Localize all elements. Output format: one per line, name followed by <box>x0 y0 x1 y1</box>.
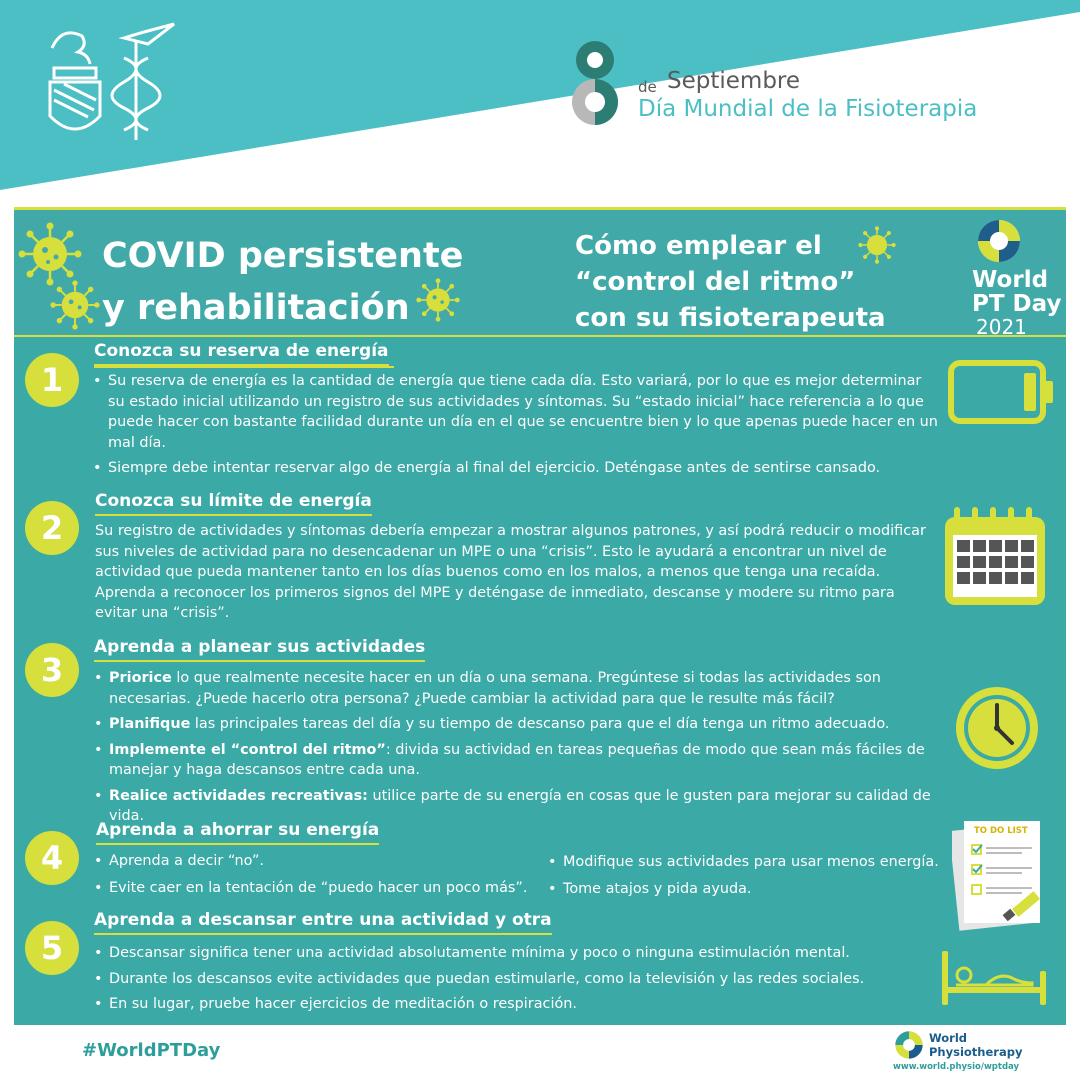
eight-number-logo <box>565 38 625 128</box>
clock-icon <box>952 683 1042 773</box>
section-number: 3 <box>25 643 79 697</box>
section-body: Su registro de actividades y síntomas debería empezar a mostrar algunos patrones, y así podrá reducir o modificar sus niveles de actividad para no desencadenar un MPE o una “crisis”. Esto le ayudará a encontrar un nivel de actividad que pueda mantener tanto en los días buenos como en los malos, a menos que tenga una recaída. Aprenda a reconocer los primeros signos del MPE y deténgase de inmediato, descanse y modere su ritmo para evitar una “crisis”. <box>95 523 926 621</box>
hashtag: #WorldPTDay <box>82 1040 221 1061</box>
date-prefix: de <box>638 78 657 96</box>
banner <box>14 207 1066 337</box>
date-day-name: Día Mundial de la Fisioterapia <box>638 96 978 122</box>
section-title: Aprenda a ahorrar su energía <box>96 820 379 845</box>
calendar-icon <box>942 505 1050 609</box>
date-month: Septiembre <box>667 68 801 94</box>
main-panel <box>14 207 1066 1025</box>
section-underline <box>94 366 394 368</box>
virus-icon <box>50 280 100 330</box>
footer-url[interactable]: www.world.physio/wptday <box>893 1062 1020 1072</box>
section-body-right: • Modifique sus actividades para usar menos energía. • Tome atajos y pida ayuda. <box>548 854 939 897</box>
banner-subtitle: Cómo emplear el “control del ritmo” con su fisioterapeuta <box>575 231 886 333</box>
world-pt-day-emblem-icon <box>976 218 1022 264</box>
world-pt-day-logo: World PT Day 2021 <box>972 218 1062 338</box>
section-number: 1 <box>25 353 79 407</box>
world-physiotherapy-emblem-icon <box>894 1030 924 1060</box>
section-title: Conozca su límite de energía <box>95 491 372 516</box>
todo-list-icon <box>952 815 1052 933</box>
virus-icon <box>18 222 82 286</box>
section-number: 5 <box>25 921 79 975</box>
section-body: • Su reserva de energía es la cantidad de energía que tiene cada día. Esto variará, por lo que es mejor determinar su estado inicial utilizando un registro de sus actividades y síntomas. Su “estado inicial” hace referencia a lo que puede hacer con bastante facilidad durante un día en el que se encuentre bien y lo que apenas puede hacer en un mal día. • Siempre debe intentar reservar algo de energía al final del ejercicio. Deténgase antes de sentirse cansado. <box>93 373 938 476</box>
generalitat-caduceus-logo <box>40 18 190 148</box>
banner-title: COVID persistente y rehabilitación <box>102 236 464 328</box>
section-title: Conozca su reserva de energía <box>94 341 389 366</box>
section-title: Aprenda a planear sus actividades <box>94 637 425 662</box>
section-number: 4 <box>25 831 79 885</box>
todo-list-label: TO DO LIST <box>974 826 1028 836</box>
section-body: • Descansar significa tener una actividad absolutamente mínima y poco o ninguna estimulación mental. • Durante los descansos evite actividades que puedan estimularle, como la televisión y las redes sociales. • En su lugar, pruebe hacer ejercicios de meditación o respiración. <box>94 945 865 1012</box>
section-title: Aprenda a descansar entre una actividad y otra <box>94 910 552 935</box>
section-number: 2 <box>25 501 79 555</box>
date-block <box>565 38 1065 128</box>
section-body: • Priorice lo que realmente necesite hacer en un día o una semana. Pregúntese si todas las actividades son necesarias. ¿Puede hacerlo otra persona? ¿Puede cambiar la actividad para que le resulte más fácil? • Planifique las principales tareas del día y su tiempo de descanso para que el día tenga un ritmo adecuado. • Implemente el “control del ritmo”: divida su actividad en tareas pequeñas de modo que sean más fáciles de manejar y haga descansos entre cada una. • Realice actividades recreativas: utilice parte de su energía en cosas que le gusten para mejorar su calidad de vida. <box>94 670 931 824</box>
section-body-left: • Aprenda a decir “no”. • Evite caer en la tentación de “puedo hacer un poco más”. <box>94 853 528 896</box>
bed-icon <box>940 949 1050 1007</box>
battery-icon <box>948 357 1056 427</box>
world-physiotherapy-logo: World Physiotherapy www.world.physio/wptday <box>893 1031 1023 1072</box>
